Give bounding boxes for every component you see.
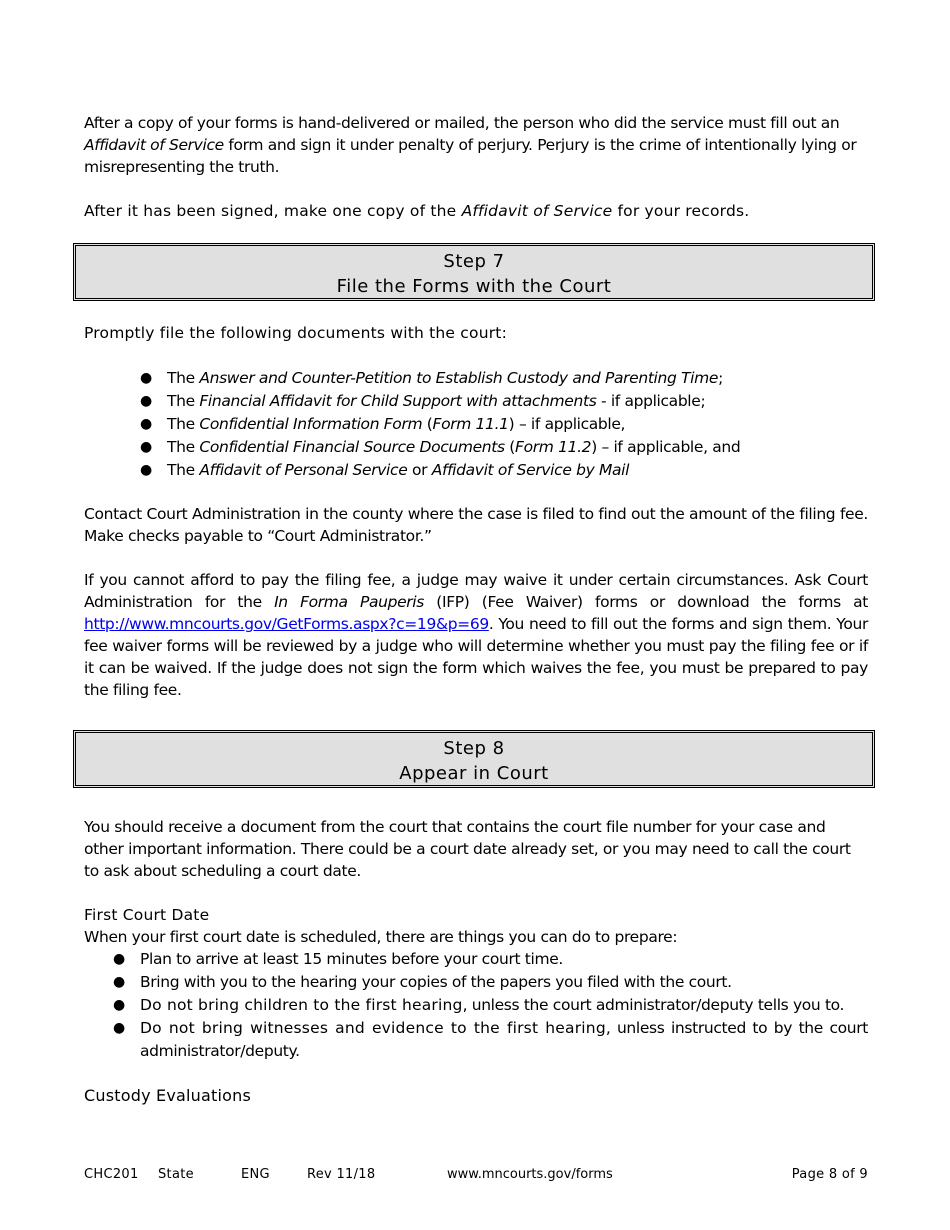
step7-lead: Promptly file the following documents with the court: [84,324,507,342]
list-item: ● Bring with you to the hearing your copies of the papers you filed with the court. [113,973,732,991]
step8-header [73,730,875,788]
preparation-list [113,948,868,1063]
affidavit-paragraph: After a copy of your forms is hand-delivered or mailed, the person who did the service must fill out an Affidavit of Service form and sign it under penalty of perjury. Perjury is the crime of intentionally lying or misrepresenting the truth. [84,114,857,176]
copy-paragraph: After it has been signed, make one copy of the Affidavit of Service for your records. [84,202,750,220]
footer-form-code: CHC201 [84,1167,139,1182]
first-court-date-lead: When your first court date is scheduled, there are things you can do to prepare: [84,928,678,946]
intro-section [84,112,868,222]
footer-revision: Rev 11/18 [307,1167,376,1182]
list-item: ● Do not bring witnesses and evidence to the first hearing, unless instructed to by the court administrator/deputy. [113,1019,868,1060]
footer-state: State [158,1167,194,1182]
list-item: ● Do not bring children to the first hearing, unless the court administrator/deputy tells you to. [113,996,845,1014]
list-item: ● The Confidential Financial Source Documents (Form 11.2) – if applicable, and [140,438,741,456]
forms-link[interactable]: http://www.mncourts.gov/GetForms.aspx?c=19&p=69 [84,615,489,633]
list-item: ● Plan to arrive at least 15 minutes before your court time. [113,950,563,968]
first-court-date-heading: First Court Date [84,906,210,924]
step7-header [73,243,875,301]
documents-list [140,367,868,482]
fee-waiver-paragraph: If you cannot afford to pay the filing fee, a judge may waive it under certain circumstances. Ask Court Administration for the In Forma Pauperis (IFP) (Fee Waiver) forms or download the forms at http://www.mncourts.gov/GetForms.aspx?c=19&p=69. You need to fill out the forms and sign them. Your fee waiver forms will be reviewed by a judge who will determine whether you must pay the filing fee or if it can be waived. If the judge does not sign the form which waives the fee, you must be prepared to pay the filing fee. [84,571,868,699]
custody-evaluations-heading: Custody Evaluations [84,1086,251,1105]
step8-title: Appear in Court [399,763,549,784]
footer-page-number: Page 8 of 9 [791,1167,868,1182]
step8-section [84,816,868,1107]
step7-section [84,322,868,701]
step7-title: File the Forms with the Court [336,276,612,297]
list-item: ● The Confidential Information Form (Form 11.1) – if applicable, [140,415,626,433]
filing-fee-paragraph: Contact Court Administration in the county where the case is filed to find out the amount of the filing fee. Make checks payable to “Court Administrator.” [84,505,868,545]
list-item: ● The Financial Affidavit for Child Support with attachments - if applicable; [140,392,706,410]
footer-url: www.mncourts.gov/forms [447,1167,613,1182]
list-item: ● The Affidavit of Personal Service or Affidavit of Service by Mail [140,461,630,479]
court-document-paragraph: You should receive a document from the court that contains the court file number for your case and other important information. There could be a court date already set, or you may need to call the court to ask about scheduling a court date. [84,818,851,880]
step7-number: Step 7 [443,251,505,272]
step8-number: Step 8 [443,738,505,759]
list-item: ● The Answer and Counter-Petition to Establish Custody and Parenting Time; [140,369,723,387]
footer-language: ENG [241,1167,270,1182]
